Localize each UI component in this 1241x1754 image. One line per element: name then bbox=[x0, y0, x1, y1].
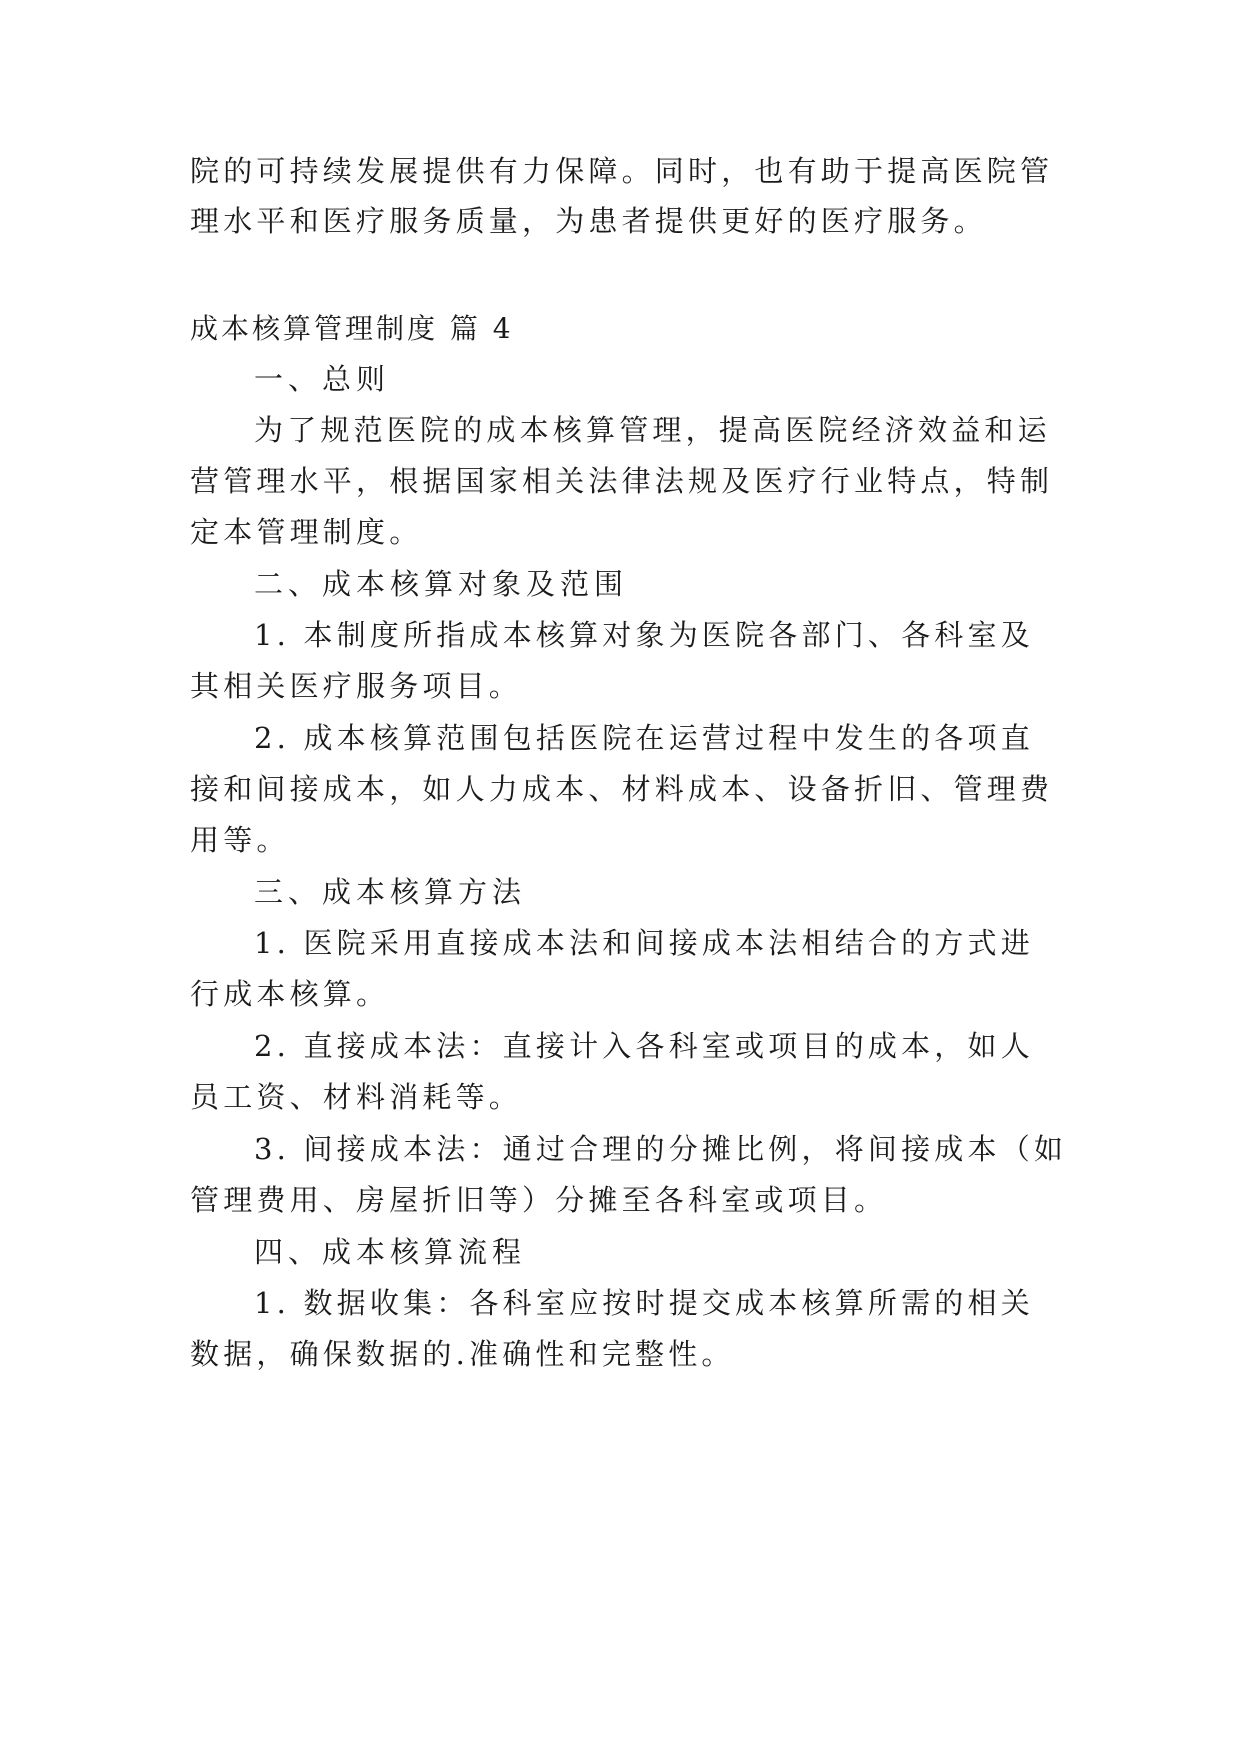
section-title: 成本核算管理制度 篇 4 bbox=[190, 312, 514, 345]
section-heading-general: 一、总则 bbox=[254, 362, 391, 396]
section-heading-process: 四、成本核算流程 bbox=[254, 1235, 527, 1269]
section-heading-scope: 二、成本核算对象及范围 bbox=[254, 567, 629, 601]
paragraph-line: 2. 成本核算范围包括医院在运营过程中发生的各项直 bbox=[254, 721, 1034, 755]
paragraph-line: 接和间接成本，如人力成本、材料成本、设备折旧、管理费 bbox=[190, 772, 1054, 806]
paragraph-line: 管理费用、房屋折旧等）分摊至各科室或项目。 bbox=[190, 1183, 888, 1217]
paragraph-line: 用等。 bbox=[190, 823, 290, 857]
paragraph-line: 1. 医院采用直接成本法和间接成本法相结合的方式进 bbox=[254, 926, 1034, 960]
paragraph-line: 1. 本制度所指成本核算对象为医院各部门、各科室及 bbox=[254, 618, 1034, 652]
paragraph-line: 营管理水平，根据国家相关法律法规及医疗行业特点，特制 bbox=[190, 464, 1054, 498]
paragraph-line: 1. 数据收集：各科室应按时提交成本核算所需的相关 bbox=[254, 1286, 1034, 1320]
paragraph-line: 院的可持续发展提供有力保障。同时，也有助于提高医院管 bbox=[190, 154, 1054, 188]
paragraph-line: 2. 直接成本法：直接计入各科室或项目的成本，如人 bbox=[254, 1029, 1034, 1063]
paragraph-line: 3. 间接成本法：通过合理的分摊比例，将间接成本（如 bbox=[254, 1132, 1068, 1166]
paragraph-line: 定本管理制度。 bbox=[190, 515, 423, 549]
paragraph-line: 为了规范医院的成本核算管理，提高医院经济效益和运 bbox=[254, 413, 1051, 447]
paragraph-line: 数据，确保数据的.准确性和完整性。 bbox=[190, 1337, 735, 1371]
paragraph-line: 行成本核算。 bbox=[190, 977, 390, 1011]
paragraph-line: 员工资、材料消耗等。 bbox=[190, 1080, 523, 1114]
paragraph-line: 其相关医疗服务项目。 bbox=[190, 669, 523, 703]
section-heading-methods: 三、成本核算方法 bbox=[254, 875, 527, 909]
paragraph-line: 理水平和医疗服务质量，为患者提供更好的医疗服务。 bbox=[190, 204, 987, 238]
